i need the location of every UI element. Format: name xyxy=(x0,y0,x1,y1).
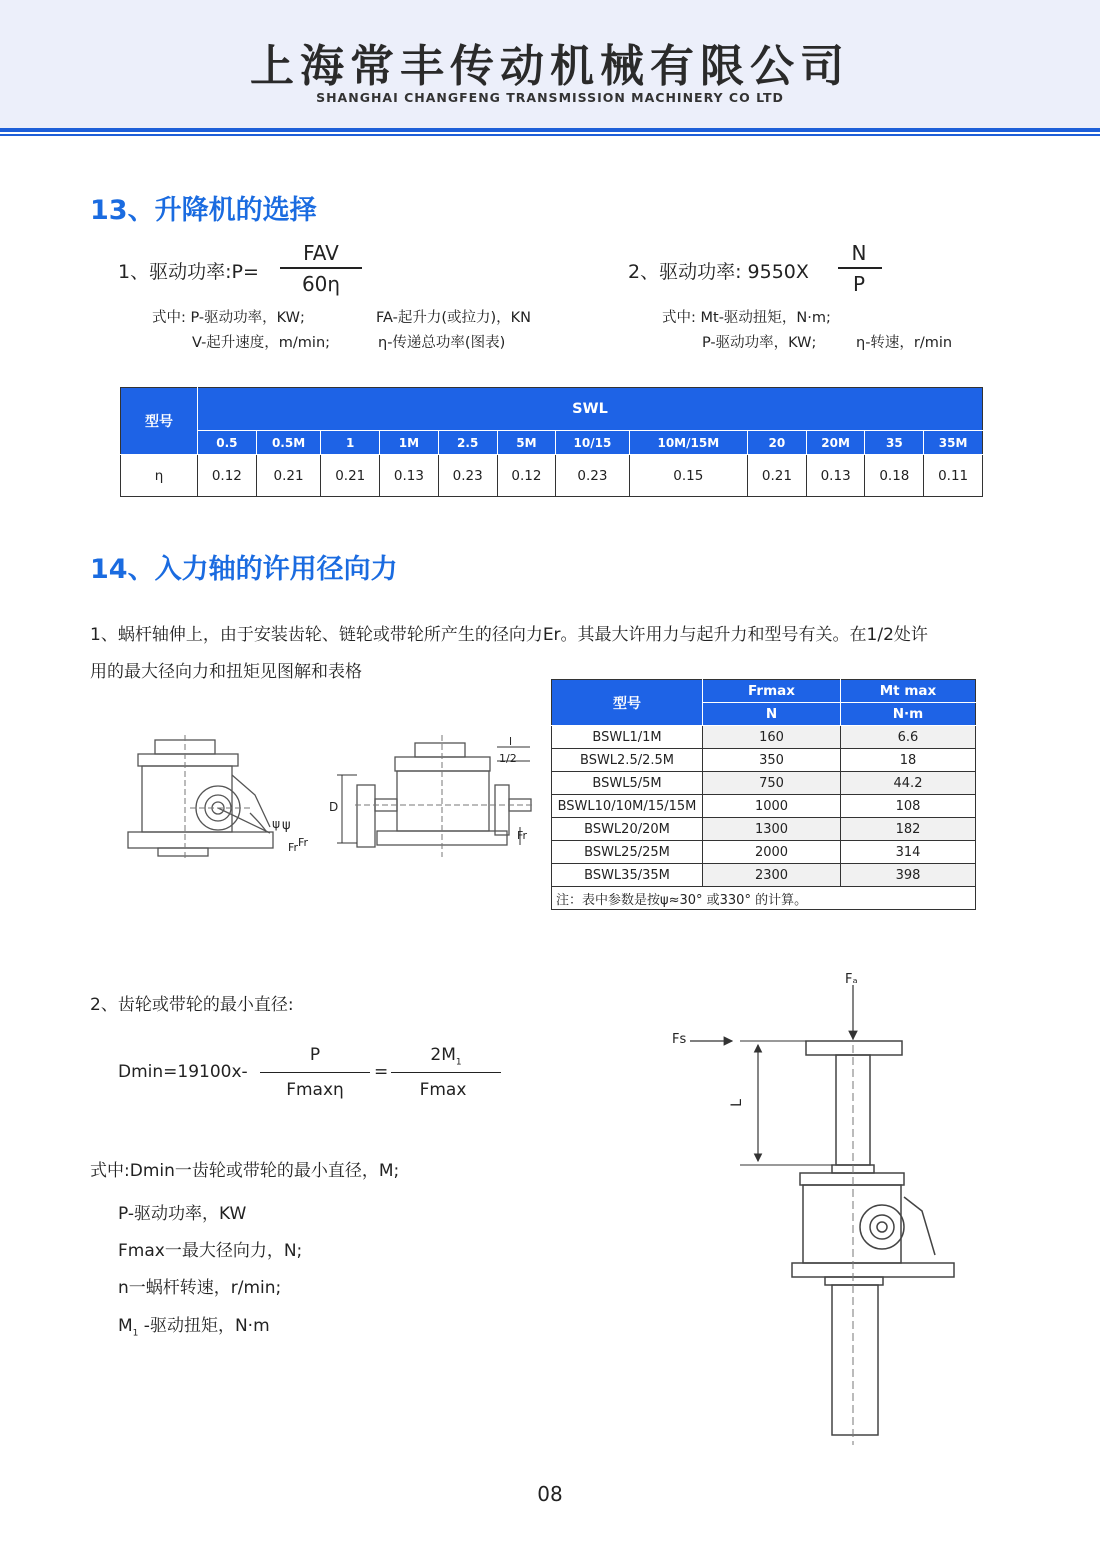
dmin-fraction-bar-1 xyxy=(260,1072,370,1073)
frmax-cell: 160 xyxy=(703,726,841,749)
table-row xyxy=(552,749,976,772)
table-unit-mtmax: N·m xyxy=(841,703,976,726)
table-header-mtmax: Mt max xyxy=(841,680,976,703)
section-13-title: 13、升降机的选择 xyxy=(90,195,317,226)
model-cell: BSWL25/25M xyxy=(552,841,703,864)
diagram2-half-label: 1/2 xyxy=(499,752,517,765)
table-cell: 0.12 xyxy=(497,455,556,497)
legend2-line2a: P-驱动功率，KW; xyxy=(702,335,817,351)
table-row xyxy=(552,726,976,749)
table-note: 注：表中参数是按ψ≈30° 或330° 的计算。 xyxy=(552,887,976,910)
column-header: 1 xyxy=(321,431,380,455)
mt-cell: 108 xyxy=(841,795,976,818)
paragraph1-line2: 用的最大径向力和扭矩见图解和表格 xyxy=(90,662,362,682)
header-divider xyxy=(0,128,1100,132)
legend1-line1a: 式中: P-驱动功率，KW; xyxy=(152,310,305,326)
legend1-line2a: V-起升速度，m/min; xyxy=(192,335,331,351)
diagram3-l-label: L xyxy=(728,1099,745,1107)
column-header: 0.5M xyxy=(256,431,321,455)
legend1-line1b: FA-起升力(或拉力)，KN xyxy=(376,310,532,326)
legend2-line2b: η-转速，r/min xyxy=(856,335,953,351)
company-name-cn: 上海常丰传动机械有限公司 xyxy=(250,41,850,92)
model-cell: BSWL35/35M xyxy=(552,864,703,887)
table-header-swl: SWL xyxy=(198,388,983,431)
column-header: 35 xyxy=(865,431,924,455)
table-cell: 0.15 xyxy=(629,455,747,497)
dmin-den2: Fmax xyxy=(419,1080,467,1100)
formula1-numerator: FAV xyxy=(303,241,339,265)
table-row xyxy=(552,864,976,887)
diagram2-fr-label: Fr xyxy=(517,829,528,842)
legend-line3: Fmax一最大径向力，N; xyxy=(118,1241,303,1261)
dmin-lhs: Dmin=19100x- xyxy=(118,1062,248,1082)
frmax-cell: 1300 xyxy=(703,818,841,841)
table-column-headers xyxy=(121,431,983,455)
formula2-fraction-bar xyxy=(838,267,882,269)
diagram1-psi-text: ψ xyxy=(282,818,291,833)
column-header: 1M xyxy=(380,431,439,455)
table-cell: 0.21 xyxy=(256,455,321,497)
mt-cell: 18 xyxy=(841,749,976,772)
dmin-num1: P xyxy=(309,1045,321,1065)
table-header-frmax: Frmax xyxy=(703,680,841,703)
legend-line1: 式中:Dmin一齿轮或带轮的最小直径，M; xyxy=(90,1161,400,1181)
column-header: 5M xyxy=(497,431,556,455)
formula1-fraction-bar xyxy=(280,267,362,269)
diagram3-fs-label: Fs xyxy=(672,1032,687,1047)
efficiency-table xyxy=(120,387,983,497)
table-cell: 0.12 xyxy=(198,455,257,497)
column-header: 0.5 xyxy=(198,431,257,455)
legend1-line2b: η-传递总功率(图表) xyxy=(378,335,506,351)
model-cell: BSWL2.5/2.5M xyxy=(552,749,703,772)
column-header: 20M xyxy=(806,431,865,455)
table-cell: 0.13 xyxy=(806,455,865,497)
model-cell: BSWL5/5M xyxy=(552,772,703,795)
dmin-fraction-bar-2 xyxy=(391,1072,501,1073)
model-cell: BSWL1/1M xyxy=(552,726,703,749)
table-cell: 0.23 xyxy=(438,455,497,497)
legend2-line1: 式中: Mt-驱动扭矩，N·m; xyxy=(662,310,831,326)
column-header: 10M/15M xyxy=(629,431,747,455)
table-row xyxy=(121,455,983,497)
table-header-model: 型号 xyxy=(552,680,703,726)
model-cell: BSWL20/20M xyxy=(552,818,703,841)
row-label-eta: η xyxy=(121,455,198,497)
dmin-den1: Fmaxη xyxy=(286,1080,344,1100)
table-unit-frmax: N xyxy=(703,703,841,726)
column-header: 35M xyxy=(924,431,983,455)
mt-cell: 44.2 xyxy=(841,772,976,795)
legend-line4: n一蜗杆转速，r/min; xyxy=(118,1278,282,1298)
table-row xyxy=(552,772,976,795)
page-number: 08 xyxy=(537,1482,563,1506)
table-cell: 0.21 xyxy=(748,455,807,497)
mt-cell: 182 xyxy=(841,818,976,841)
column-header: 20 xyxy=(748,431,807,455)
column-header: 10/15 xyxy=(556,431,629,455)
table-cell: 0.11 xyxy=(924,455,983,497)
frmax-cell: 1000 xyxy=(703,795,841,818)
table-cell: 0.13 xyxy=(380,455,439,497)
paragraph1-line1: 1、蜗杆轴伸上，由于安装齿轮、链轮或带轮所产生的径向力Er。其最大许用力与起升力和型号有关。在1/2处许 xyxy=(90,625,928,645)
diagram2-d-label: D xyxy=(329,800,339,814)
column-header: 2.5 xyxy=(438,431,497,455)
table-cell: 0.21 xyxy=(321,455,380,497)
mt-cell: 6.6 xyxy=(841,726,976,749)
table-row xyxy=(552,818,976,841)
formula2-label: 2、驱动功率: 9550X xyxy=(628,261,809,283)
frmax-cell: 750 xyxy=(703,772,841,795)
page-header xyxy=(0,0,1100,128)
table-cell: 0.18 xyxy=(865,455,924,497)
mt-cell: 398 xyxy=(841,864,976,887)
radial-force-table xyxy=(551,679,976,910)
frmax-cell: 2300 xyxy=(703,864,841,887)
table-row xyxy=(552,795,976,818)
model-cell: BSWL10/10M/15/15M xyxy=(552,795,703,818)
frmax-cell: 2000 xyxy=(703,841,841,864)
section-14-title: 14、入力轴的许用径向力 xyxy=(90,554,398,585)
legend-line5: $M_1$ -驱动扭矩，N·m xyxy=(118,1316,270,1339)
header-divider-thin xyxy=(0,134,1100,136)
formula1-denominator: 60η xyxy=(301,272,341,296)
frmax-cell: 350 xyxy=(703,749,841,772)
diagram2-l-label: l xyxy=(509,735,513,748)
legend-line2: P-驱动功率，KW xyxy=(118,1204,247,1224)
paragraph2-title: 2、齿轮或带轮的最小直径: xyxy=(90,995,294,1015)
company-name-en: SHANGHAI CHANGFENG TRANSMISSION MACHINERY CO LTD xyxy=(316,90,784,105)
worm-gear-side-diagram xyxy=(120,735,298,860)
mt-cell: 314 xyxy=(841,841,976,864)
table-header-model: 型号 xyxy=(121,388,198,455)
dmin-num2: $2M_1$ xyxy=(430,1045,462,1068)
formula2-denominator: P xyxy=(852,272,866,296)
formula2-numerator: N xyxy=(851,241,867,265)
formula1-label: 1、驱动功率:P= xyxy=(118,261,259,283)
diagram3-fa-label: Fₐ xyxy=(845,972,858,987)
table-cell: 0.23 xyxy=(556,455,629,497)
diagram1-fr-text: Fr xyxy=(298,836,309,849)
screw-jack-force-diagram xyxy=(660,965,970,1450)
table-row xyxy=(552,841,976,864)
fr-label: Fr xyxy=(287,841,298,854)
dmin-equals: = xyxy=(374,1062,389,1082)
psi-label: ψ xyxy=(272,817,280,831)
